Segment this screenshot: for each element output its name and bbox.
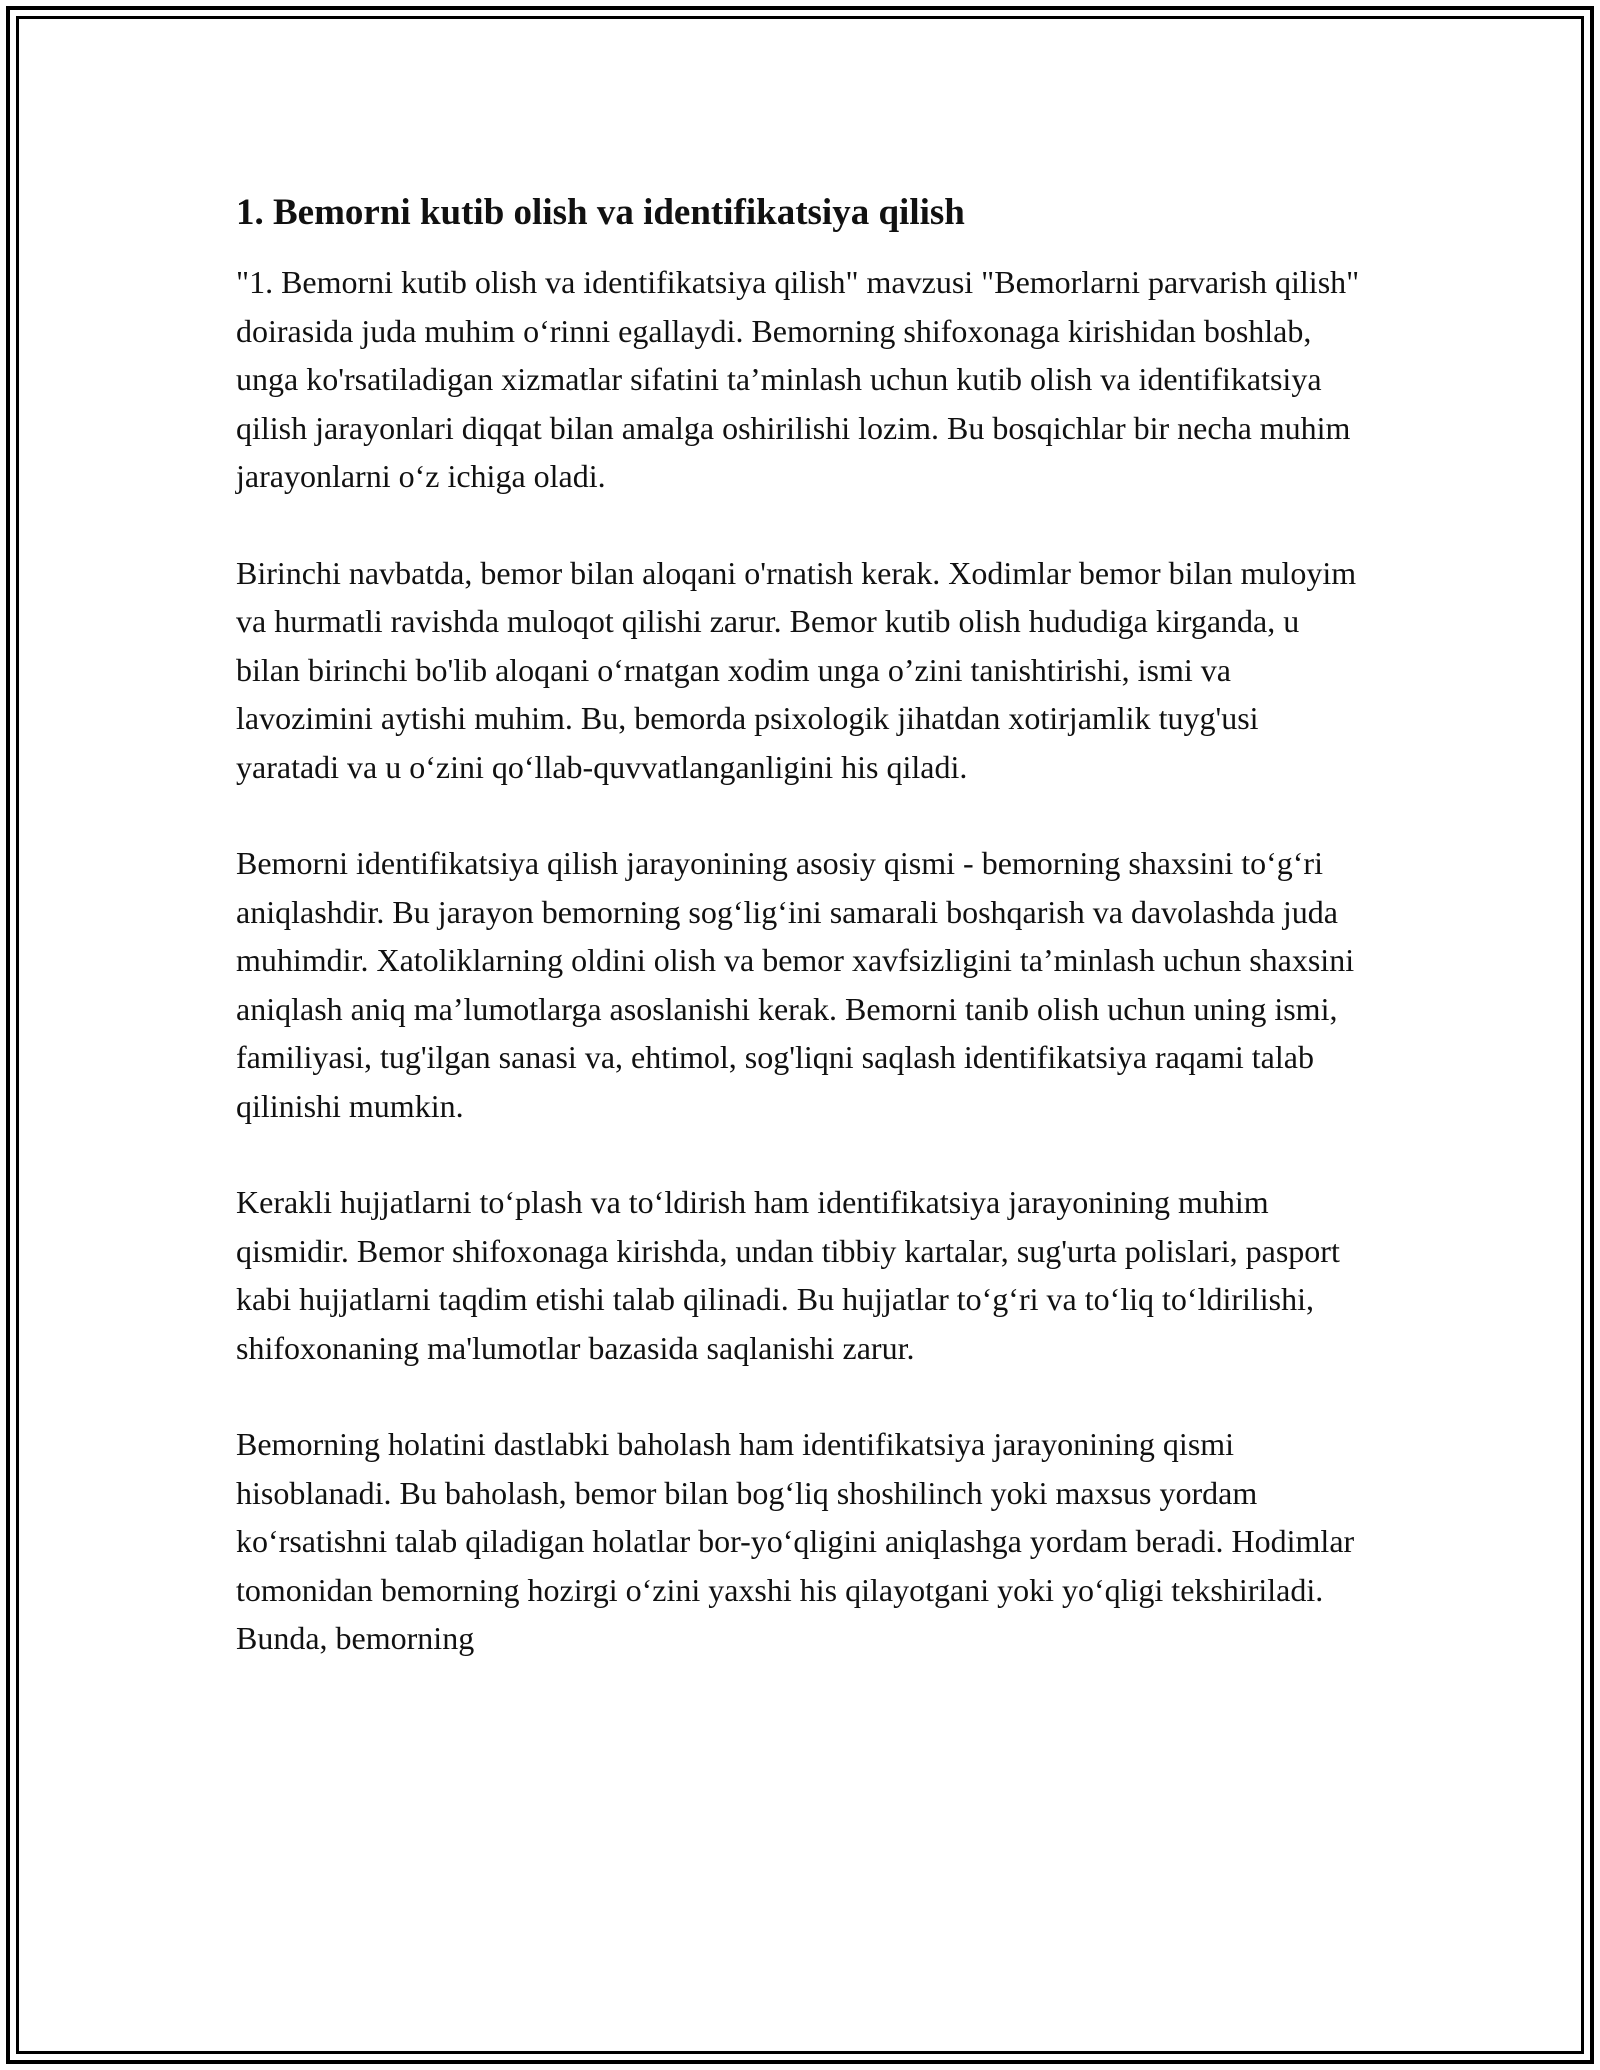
paragraph: Bemorning holatini dastlabki baholash ham identifikatsiya jarayonining qismi hisoblanadi. Bu baholash, bemor bilan bog‘liq shoshilinch yoki maxsus yordam ko‘rsatishni talab qiladigan holatlar bor-yo‘qligini aniqlashga yordam beradi. Hodimlar tomonidan bemorning hozirgi o‘zini yaxshi his qilayotgani yoki yo‘qligi tekshiriladi. Bunda, bemorning	[236, 1426, 1355, 1656]
section-heading: 1. Bemorni kutib olish va identifikatsiya qilish	[236, 192, 965, 233]
paragraph: Bemorni identifikatsiya qilish jarayonining asosiy qismi - bemorning shaxsini to‘g‘ri aniqlashdir. Bu jarayon bemorning sog‘lig‘ini samarali boshqarish va davolashda juda muhimdir. Xatoliklarning oldini olish va bemor xavfsizligini ta’minlash uchun shaxsini aniqlash aniq ma’lumotlarga asoslanishi kerak. Bemorni tanib olish uchun uning ismi, familiyasi, tug'ilgan sanasi va, ehtimol, sog'liqni saqlash identifikatsiya raqami talab qilinishi mumkin.	[236, 845, 1355, 1124]
paragraph: Birinchi navbatda, bemor bilan aloqani o'rnatish kerak. Xodimlar bemor bilan muloyim va hurmatli ravishda muloqot qilishi zarur. Bemor kutib olish hududiga kirganda, u bilan birinchi bo'lib aloqani o‘rnatgan xodim unga o’zini tanishtirishi, ismi va lavozimini aytishi muhim. Bu, bemorda psixologik jihatdan xotirjamlik tuyg'usi yaratadi va u o‘zini qo‘llab-quvvatlanganligini his qiladi.	[236, 554, 1357, 785]
paragraph: Kerakli hujjatlarni to‘plash va to‘ldirish ham identifikatsiya jarayonining muhim qismidir. Bemor shifoxonaga kirishda, undan tibbiy kartalar, sug'urta polislari, pasport kabi hujjatlarni taqdim etishi talab qilinadi. Bu hujjatlar to‘g‘ri va to‘liq to‘ldirilishi, shifoxonaning ma'lumotlar bazasida saqlanishi zarur.	[236, 1184, 1340, 1366]
document-body	[236, 188, 1366, 1711]
paragraph: "1. Bemorni kutib olish va identifikatsiya qilish" mavzusi "Bemorlarni parvarish qilish" doirasida juda muhim o‘rinni egallaydi. Bemorning shifoxonaga kirishidan boshlab, unga ko'rsatiladigan xizmatlar sifatini ta’minlash uchun kutib olish va identifikatsiya qilish jarayonlari diqqat bilan amalga oshirilishi lozim. Bu bosqichlar bir necha muhim jarayonlarni o‘z ichiga oladi.	[236, 264, 1360, 494]
